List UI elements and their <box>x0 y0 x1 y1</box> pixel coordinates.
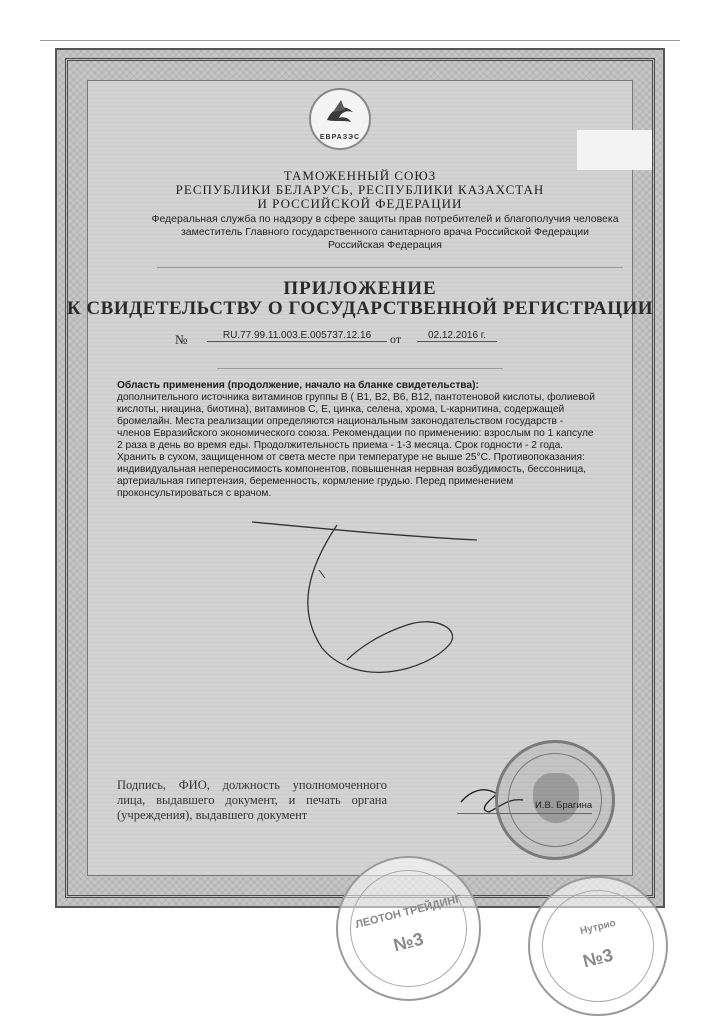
scan-top-line <box>40 40 680 41</box>
stamp-left-company: ЛЕОТОН ТРЕЙДИНГ <box>354 893 463 931</box>
signature-line <box>457 813 592 814</box>
signer-name: И.В. Брагина <box>535 800 593 811</box>
agency-line-1: Федеральная служба по надзору в сфере защиты прав потребителей и благополучия человека <box>151 213 619 225</box>
application-scope-body: дополнительного источника витаминов группы В ( В1, В2, В6, В12, пантотеновой кислоты, фолиевой кислоты, ниацина, биотина), витаминов С, Е, цинка, селена, хрома, L-карнитина, содержащей бромелайн. Места реализации определяются национальным законодательством государств - членов Евразийского экономического союза. Рекомендации по применению: взрослым по 1 капсуле 2 раза в день во время еды. Продолжительность приема - 1-3 месяца. Срок годности - 2 года. Хранить в сухом, защищенном от света месте при температуре не выше 25°С. Противопоказания: индивидуальная непереносимость компонентов, повышенная нервная возбудимость, бессонница, артериальная гипертензия, беременность, кормление грудью. Перед применением проконсультироваться с врачом. <box>117 392 595 499</box>
stamp-right-number: №3 <box>580 944 615 972</box>
copy-stamp-right <box>528 876 668 1016</box>
header-line-1: ТАМОЖЕННЫЙ СОЮЗ <box>283 168 437 183</box>
application-scope-label: Область применения (продолжение, начало на бланке свидетельства): <box>117 380 479 391</box>
copy-stamp-left <box>336 856 481 1001</box>
registration-number: RU.77.99.11.003.E.005737.12.16 <box>207 330 387 342</box>
stamp-left-number: №3 <box>391 928 426 956</box>
document-title: ПРИЛОЖЕНИЕ <box>283 278 437 299</box>
signature-label: Подпись, ФИО, должность уполномоченного лица, выдавшего документ, и печать органа (учреждения), выдавшего документ <box>117 778 387 822</box>
certificate-page <box>55 48 665 908</box>
document-subtitle: К СВИДЕТЕЛЬСТВУ О ГОСУДАРСТВЕННОЙ РЕГИСТРАЦИИ <box>66 298 654 319</box>
agency-line-3: Российская Федерация <box>328 239 442 251</box>
number-sign: № <box>175 332 188 347</box>
stamp-right-company: Нутрио <box>579 917 617 938</box>
agency-line-2: заместитель Главного государственного санитарного врача Российской Федерации <box>180 226 590 238</box>
header-line-2: РЕСПУБЛИКИ БЕЛАРУСЬ, РЕСПУБЛИКИ КАЗАХСТАН <box>175 182 545 197</box>
logo-text: ЕВРАЗЭС <box>319 134 361 141</box>
header-line-3: И РОССИЙСКОЙ ФЕДЕРАЦИИ <box>257 196 463 211</box>
date-prefix: от <box>390 332 402 346</box>
registration-date: 02.12.2016 г. <box>417 330 497 342</box>
coat-of-arms-icon <box>533 773 579 823</box>
